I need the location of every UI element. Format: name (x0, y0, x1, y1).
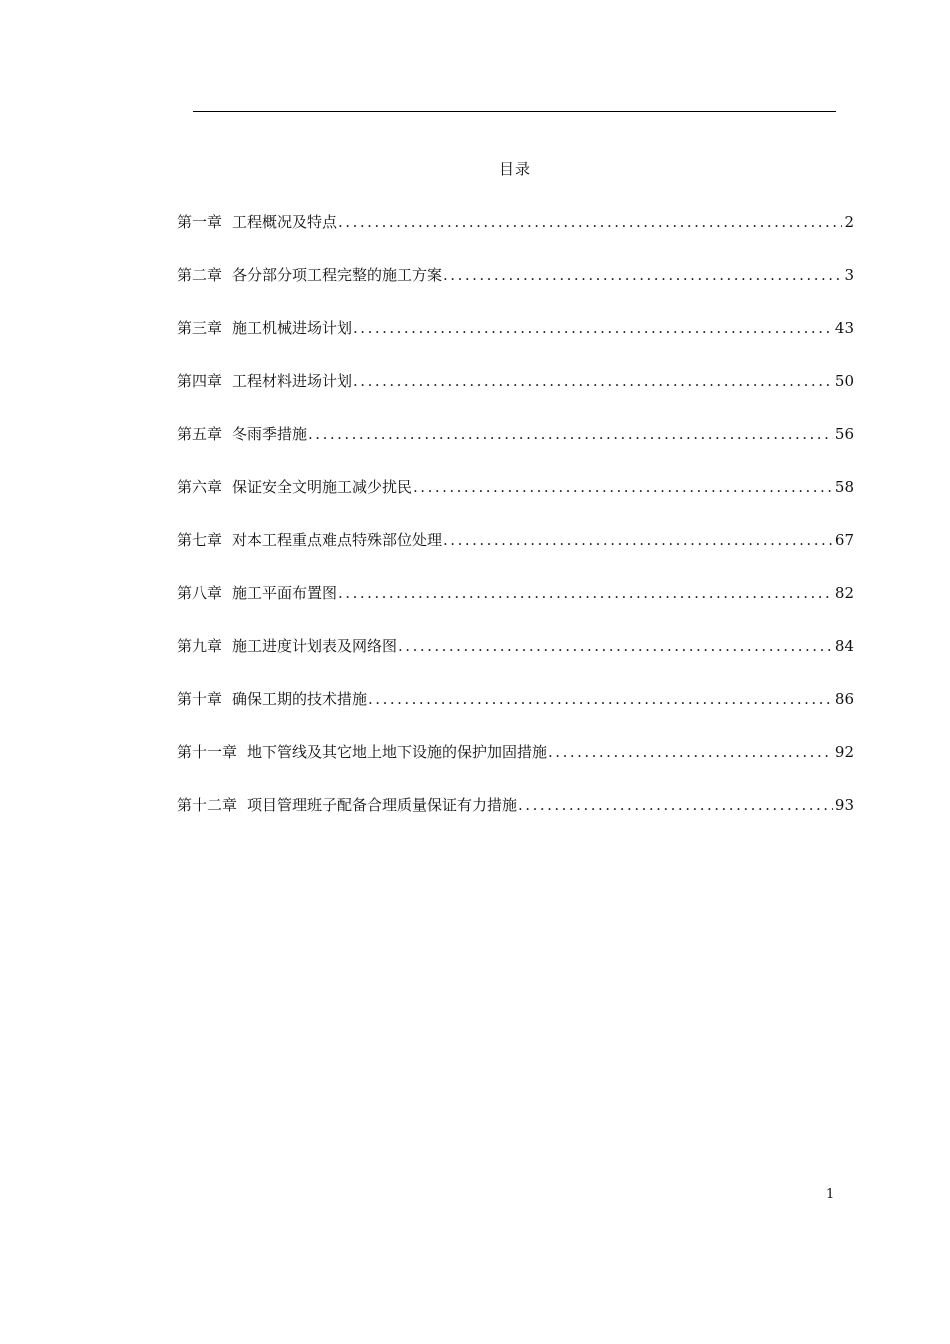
toc-heading: 工程概况及特点 (232, 213, 338, 231)
toc-chapter-label: 第九章 (177, 637, 223, 655)
toc-leader-dots (353, 319, 833, 337)
table-of-contents (177, 211, 854, 847)
toc-page-number: 56 (834, 425, 854, 443)
toc-entry[interactable] (177, 688, 854, 741)
toc-heading: 地下管线及其它地上地下设施的保护加固措施 (247, 743, 548, 761)
toc-page-number: 50 (834, 372, 854, 390)
toc-chapter-label: 第七章 (177, 531, 223, 549)
toc-entry[interactable] (177, 529, 854, 582)
toc-page-number: 3 (844, 266, 854, 284)
toc-page-number: 67 (834, 531, 854, 549)
toc-heading: 保证安全文明施工减少扰民 (232, 478, 413, 496)
toc-heading: 施工机械进场计划 (232, 319, 353, 337)
toc-entry[interactable] (177, 741, 854, 794)
toc-leader-dots (548, 743, 833, 761)
toc-entry[interactable] (177, 635, 854, 688)
toc-leader-dots (338, 213, 842, 231)
toc-chapter-label: 第二章 (177, 266, 223, 284)
toc-entry[interactable] (177, 264, 854, 317)
toc-heading: 对本工程重点难点特殊部位处理 (232, 531, 443, 549)
toc-leader-dots (443, 266, 842, 284)
toc-chapter-label: 第十章 (177, 690, 223, 708)
toc-page-number: 58 (834, 478, 854, 496)
toc-page-number: 82 (834, 584, 854, 602)
toc-chapter-label: 第四章 (177, 372, 223, 390)
toc-leader-dots (443, 531, 833, 549)
toc-chapter-label: 第八章 (177, 584, 223, 602)
toc-entry[interactable] (177, 794, 854, 847)
toc-title: 目录 (498, 160, 531, 178)
toc-entry[interactable] (177, 423, 854, 476)
toc-chapter-label: 第十二章 (177, 796, 238, 814)
toc-chapter-label: 第六章 (177, 478, 223, 496)
toc-entry[interactable] (177, 211, 854, 264)
toc-leader-dots (308, 425, 833, 443)
toc-page-number: 93 (834, 796, 854, 814)
toc-page-number: 84 (834, 637, 854, 655)
toc-page-number: 92 (834, 743, 854, 761)
toc-entry[interactable] (177, 476, 854, 529)
toc-chapter-label: 第三章 (177, 319, 223, 337)
toc-chapter-label: 第五章 (177, 425, 223, 443)
toc-heading: 施工平面布置图 (232, 584, 338, 602)
toc-page-number: 86 (834, 690, 854, 708)
toc-chapter-label: 第一章 (177, 213, 223, 231)
toc-page-number: 43 (834, 319, 854, 337)
header-rule (193, 111, 836, 112)
toc-heading: 冬雨季措施 (232, 425, 308, 443)
toc-entry[interactable] (177, 582, 854, 635)
toc-leader-dots (353, 372, 833, 390)
toc-leader-dots (413, 478, 833, 496)
toc-entry[interactable] (177, 317, 854, 370)
toc-entry[interactable] (177, 370, 854, 423)
toc-chapter-label: 第十一章 (177, 743, 238, 761)
toc-heading: 项目管理班子配备合理质量保证有力措施 (247, 796, 518, 814)
toc-leader-dots (338, 584, 833, 602)
page-number: 1 (826, 1187, 835, 1202)
toc-heading: 各分部分项工程完整的施工方案 (232, 266, 443, 284)
toc-heading: 确保工期的技术措施 (232, 690, 368, 708)
toc-leader-dots (368, 690, 833, 708)
toc-leader-dots (518, 796, 833, 814)
toc-page-number: 2 (844, 213, 854, 231)
toc-heading: 施工进度计划表及网络图 (232, 637, 398, 655)
toc-leader-dots (398, 637, 833, 655)
toc-heading: 工程材料进场计划 (232, 372, 353, 390)
